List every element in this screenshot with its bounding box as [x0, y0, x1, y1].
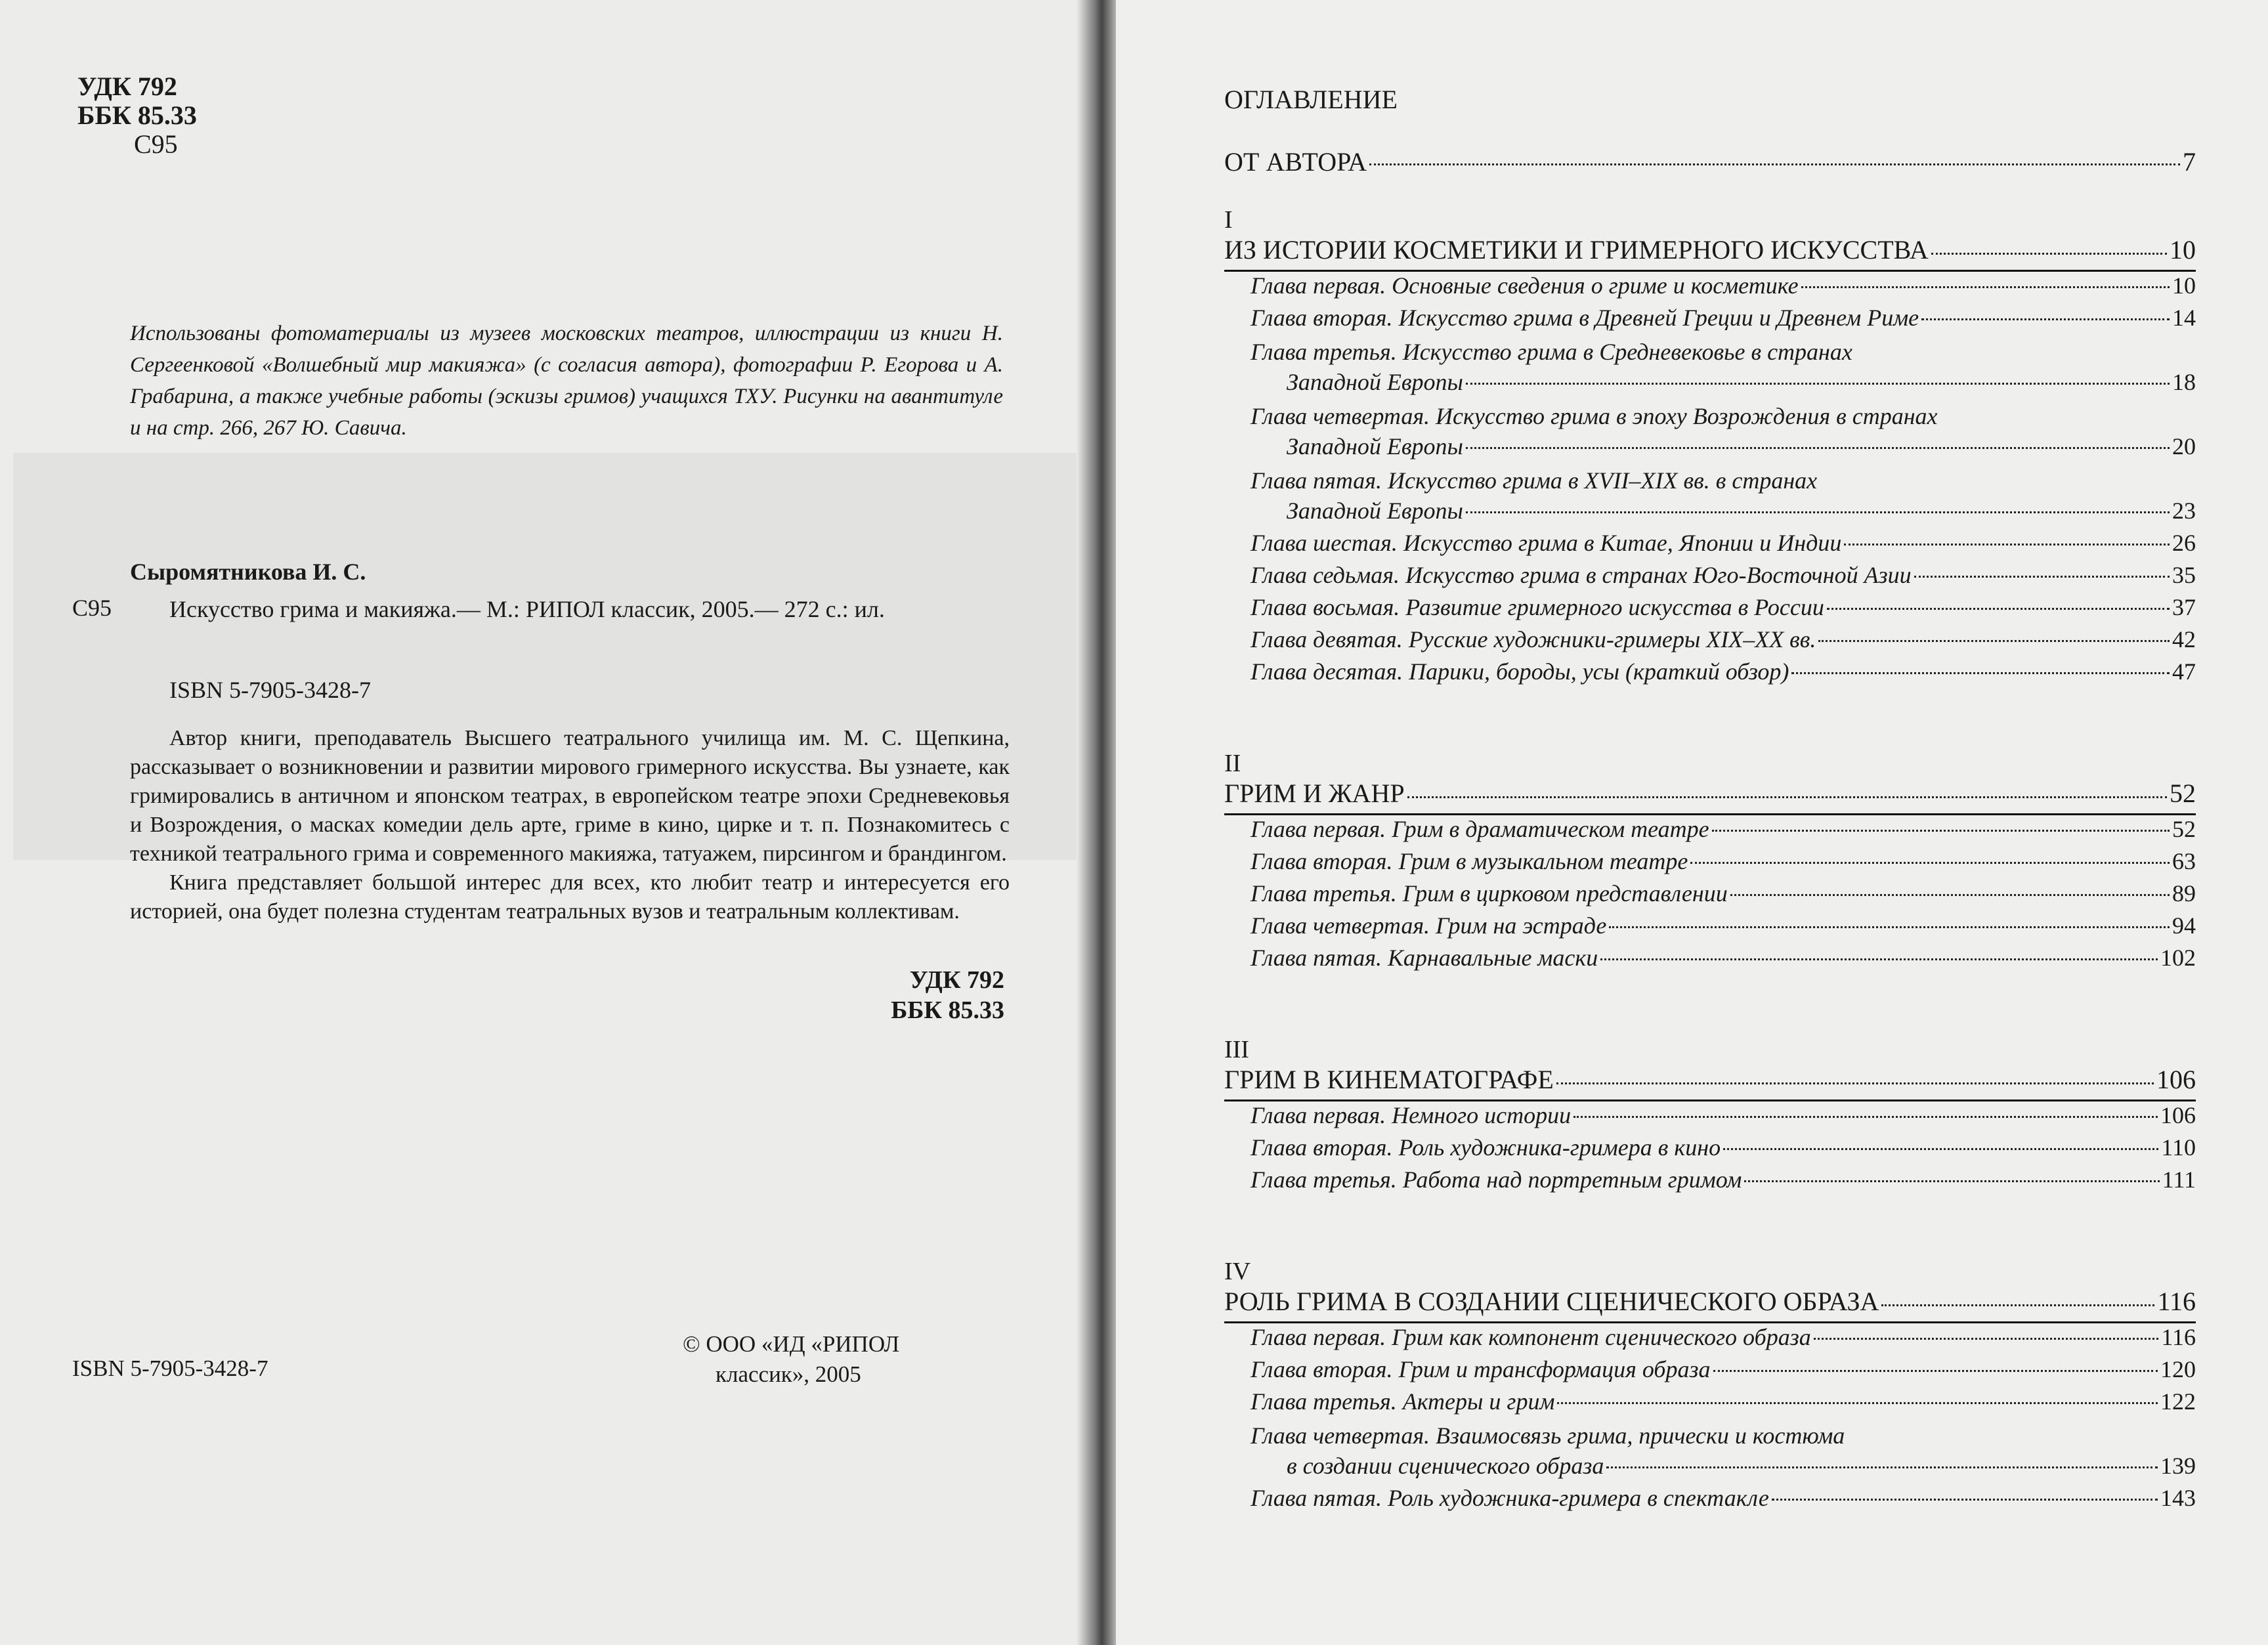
dot-leader — [1814, 1338, 2159, 1340]
author-name: Сыромятникова И. С. — [130, 559, 366, 585]
toc-entry-page: 63 — [2172, 848, 2196, 874]
toc-entry-chapter-continued[interactable] — [1224, 368, 2196, 400]
toc-entry-title: Глава третья. Грим в цирковом представлении — [1251, 880, 1728, 907]
toc-entry-title: Глава девятая. Русские художники-гримеры XIX–XX вв. — [1251, 626, 1816, 652]
toc-entry-title: Глава первая. Грим как компонент сценического образа — [1251, 1324, 1811, 1350]
toc-entry-page: 120 — [2160, 1356, 2196, 1382]
table-of-contents — [1224, 84, 2196, 1516]
toc-entry-title: Глава первая. Немного истории — [1251, 1102, 1572, 1128]
toc-entry-page: 20 — [2172, 433, 2196, 459]
dot-leader — [1557, 1402, 2158, 1404]
toc-entry-chapter[interactable] — [1224, 626, 2196, 658]
toc-entry-title: Глава вторая. Грим и трансформация образа — [1251, 1356, 1711, 1382]
copyright-line: © ООО «ИД «РИПОЛ — [683, 1331, 900, 1357]
dot-leader — [1466, 511, 2170, 513]
udk-code: УДК 792 — [77, 72, 177, 101]
dot-leader — [1466, 383, 2170, 385]
toc-entry-title: Глава третья. Работа над портретным гримом — [1251, 1166, 1742, 1193]
toc-entry-foreword[interactable] — [1224, 146, 2196, 179]
toc-entry-page: 139 — [2160, 1453, 2196, 1479]
toc-entry-page: 143 — [2160, 1485, 2196, 1511]
toc-entry-chapter[interactable] — [1224, 1166, 2196, 1198]
toc-entry-page: 106 — [2156, 1065, 2196, 1094]
toc-entry-page: 110 — [2161, 1134, 2196, 1161]
toc-part — [1224, 205, 2196, 690]
part-numeral: IV — [1224, 1258, 1251, 1285]
copyright — [683, 1329, 899, 1390]
toc-entry-title: Глава десятая. Парики, бороды, усы (краткий обзор) — [1251, 658, 1789, 685]
toc-entry-title: Глава пятая. Роль художника-гримера в спектакле — [1251, 1485, 1769, 1511]
toc-entry-page: 52 — [2172, 816, 2196, 842]
toc-entry-chapter[interactable]: Глава третья. Искусство грима в Средневековье в странах — [1251, 339, 1852, 365]
toc-entry-chapter[interactable] — [1224, 593, 2196, 626]
dot-leader — [1712, 830, 2170, 832]
toc-entry-page: 89 — [2172, 880, 2196, 907]
toc-entry-part[interactable] — [1224, 778, 2196, 815]
dot-leader — [1914, 576, 2170, 578]
part-spacer — [1224, 976, 2196, 1009]
toc-entry-title: ГРИМ В КИНЕМАТОГРАФЕ — [1224, 1065, 1554, 1094]
dot-leader — [1772, 1499, 2158, 1501]
dot-leader — [1844, 544, 2170, 545]
part-numeral: I — [1224, 206, 1233, 234]
toc-entry-chapter[interactable] — [1224, 1388, 2196, 1420]
toc-entry-chapter[interactable] — [1224, 561, 2196, 593]
toc-entry-title: Глава шестая. Искусство грима в Китае, Японии и Индии — [1251, 530, 1842, 556]
toc-entry-chapter[interactable]: Глава четвертая. Взаимосвязь грима, прически и костюма — [1251, 1422, 1845, 1449]
toc-entry-title: Глава вторая. Роль художника-гримера в кино — [1251, 1134, 1721, 1161]
toc-entry-page: 26 — [2172, 530, 2196, 556]
left-page — [0, 0, 1092, 1645]
isbn-bottom: ISBN 5-7905-3428-7 — [72, 1356, 268, 1381]
toc-entry-page: 14 — [2172, 305, 2196, 331]
toc-entry-chapter[interactable]: Глава пятая. Искусство грима в XVII–XIX вв. в странах — [1251, 467, 1818, 494]
dot-leader — [1466, 447, 2170, 449]
part-spacer — [1224, 690, 2196, 723]
copyright-line: классик», 2005 — [716, 1361, 861, 1387]
toc-entry-chapter[interactable] — [1224, 1484, 2196, 1516]
toc-part — [1224, 1198, 2196, 1516]
bbk-code: ББК 85.33 — [891, 996, 1004, 1024]
toc-title: ОГЛАВЛЕНИЕ — [1224, 85, 1398, 114]
toc-entry-title: ИЗ ИСТОРИИ КОСМЕТИКИ И ГРИМЕРНОГО ИСКУССТВА — [1224, 235, 1929, 265]
dot-leader — [1827, 608, 2170, 610]
toc-entry-page: 122 — [2160, 1388, 2196, 1415]
toc-entry-chapter-continued[interactable] — [1224, 497, 2196, 529]
toc-entry-title: Глава первая. Грим в драматическом театре — [1251, 816, 1709, 842]
cip-code: С95 — [72, 595, 112, 621]
toc-entry-title: ОТ АВТОРА — [1224, 147, 1367, 177]
part-numeral: II — [1224, 750, 1241, 777]
toc-entry-title: в создании сценического образа — [1287, 1453, 1604, 1479]
bbk-code: ББК 85.33 — [77, 100, 197, 130]
part-spacer — [1224, 1198, 2196, 1231]
dot-leader — [1600, 958, 2158, 960]
toc-entry-page: 23 — [2172, 498, 2196, 524]
toc-entry-title: Глава седьмая. Искусство грима в странах Юго-Восточной Азии — [1251, 562, 1912, 588]
toc-part — [1224, 976, 2196, 1198]
annotation-paragraph: Книга представляет большой интерес для всех, кто любит театр и интересуется его историей, она будет полезна студентам театральных вузов и театральным коллективам. — [130, 870, 1010, 924]
toc-entry-chapter[interactable] — [1224, 847, 2196, 880]
dot-leader — [1921, 318, 2170, 320]
dot-leader — [1723, 1148, 2158, 1150]
photo-credits: Использованы фотоматериалы из музеев московских театров, иллюстрации из книги Н. Сергеенковой «Волшебный мир макияжа» (с согласия автора), фотографии Р. Егорова и А. Грабарина, а также учебные работы (эскизы гримов) учащихся ТХУ. Рисунки на авантитуле и на стр. 266, 267 Ю. Савича. — [130, 322, 1003, 440]
toc-entry-chapter[interactable] — [1224, 880, 2196, 912]
toc-entry-page: 47 — [2172, 658, 2196, 685]
toc-entry-chapter-continued[interactable] — [1224, 433, 2196, 465]
dot-leader — [1369, 163, 2180, 165]
author-mark: С95 — [134, 129, 178, 159]
bibliographic-record: Искусство грима и макияжа.— М.: РИПОЛ классик, 2005.— 272 с.: ил. — [169, 596, 885, 622]
dot-leader — [1931, 253, 2167, 255]
toc-entry-page: 116 — [2157, 1287, 2196, 1316]
toc-entry-page: 42 — [2172, 626, 2196, 652]
isbn: ISBN 5-7905-3428-7 — [169, 677, 371, 703]
dot-leader — [1791, 672, 2170, 674]
toc-entry-chapter[interactable] — [1224, 912, 2196, 944]
toc-entry-title: РОЛЬ ГРИМА В СОЗДАНИИ СЦЕНИЧЕСКОГО ОБРАЗА — [1224, 1287, 1879, 1316]
annotation — [130, 724, 1010, 926]
toc-entry-title: Глава третья. Актеры и грим — [1251, 1388, 1555, 1415]
toc-entry-title: Западной Европы — [1287, 498, 1463, 524]
toc-entry-chapter[interactable] — [1224, 815, 2196, 847]
toc-entry-page: 18 — [2172, 369, 2196, 395]
udk-code: УДК 792 — [909, 966, 1004, 994]
toc-entry-title: ГРИМ И ЖАНР — [1224, 779, 1405, 808]
toc-entry-title: Глава вторая. Грим в музыкальном театре — [1251, 848, 1688, 874]
dot-leader — [1713, 1370, 2158, 1372]
toc-entry-chapter-continued[interactable] — [1224, 1452, 2196, 1484]
dot-leader — [1730, 894, 2170, 896]
dot-leader — [1606, 1466, 2158, 1468]
toc-entry-chapter[interactable] — [1224, 658, 2196, 690]
toc-part — [1224, 690, 2196, 976]
udk-block-bottom — [873, 965, 1004, 1025]
toc-parts — [1224, 205, 2196, 1516]
toc-entry-title: Глава четвертая. Грим на эстраде — [1251, 912, 1607, 939]
toc-entry-chapter[interactable] — [1224, 529, 2196, 561]
toc-entry-page: 111 — [2162, 1166, 2196, 1193]
dot-leader — [1690, 862, 2170, 864]
toc-entry-page: 106 — [2160, 1102, 2196, 1128]
toc-entry-title: Глава первая. Основные сведения о гриме и косметике — [1251, 272, 1799, 299]
dot-leader — [1881, 1304, 2154, 1306]
dot-leader — [1556, 1082, 2154, 1084]
toc-entry-title: Глава вторая. Искусство грима в Древней Греции и Древнем Риме — [1251, 305, 1919, 331]
toc-entry-chapter[interactable] — [1224, 944, 2196, 976]
toc-entry-part[interactable] — [1224, 1064, 2196, 1101]
toc-entry-page: 7 — [2183, 147, 2196, 177]
dot-leader — [1407, 796, 2167, 798]
toc-entry-part[interactable] — [1224, 1286, 2196, 1323]
toc-entry-chapter[interactable] — [1224, 1134, 2196, 1166]
toc-entry-part[interactable] — [1224, 234, 2196, 272]
dot-leader — [1744, 1180, 2159, 1182]
toc-entry-page: 10 — [2170, 235, 2196, 265]
part-numeral: III — [1224, 1036, 1249, 1063]
annotation-paragraph: Автор книги, преподаватель Высшего театрального училища им. М. С. Щепкина, рассказывает о возникновении и развитии мирового гримерного искусства. Вы узнаете, как гримировались в античном и японском театрах, в европейском театре эпохи Средневековья и Возрождения, о масках комедии дель арте, гриме в кино, цирке и т. п. Познакомитесь с техникой театрального грима и современного макияжа, татуажем, пирсингом и брандингом. — [130, 726, 1010, 866]
toc-entry-page: 116 — [2161, 1324, 2196, 1350]
dot-leader — [1573, 1116, 2158, 1118]
dot-leader — [1609, 926, 2170, 928]
toc-entry-title: Глава пятая. Карнавальные маски — [1251, 945, 1598, 971]
toc-entry-chapter[interactable] — [1224, 272, 2196, 304]
toc-entry-title: Глава восьмая. Развитие гримерного искусства в России — [1251, 594, 1824, 620]
toc-entry-page: 102 — [2160, 945, 2196, 971]
toc-entry-page: 52 — [2170, 779, 2196, 808]
toc-entry-page: 94 — [2172, 912, 2196, 939]
toc-entry-title: Западной Европы — [1287, 433, 1463, 459]
toc-entry-page: 35 — [2172, 562, 2196, 588]
udk-block-top — [77, 72, 197, 159]
dot-leader — [1818, 640, 2170, 642]
toc-entry-page: 10 — [2172, 272, 2196, 299]
toc-entry-page: 37 — [2172, 594, 2196, 620]
dot-leader — [1801, 286, 2170, 288]
toc-entry-chapter[interactable] — [1224, 1356, 2196, 1388]
toc-entry-title: Западной Европы — [1287, 369, 1463, 395]
toc-entry-chapter[interactable] — [1224, 1101, 2196, 1134]
toc-entry-chapter[interactable] — [1224, 1323, 2196, 1356]
toc-entry-chapter[interactable] — [1224, 304, 2196, 336]
toc-entry-chapter[interactable]: Глава четвертая. Искусство грима в эпоху Возрождения в странах — [1251, 403, 1938, 429]
